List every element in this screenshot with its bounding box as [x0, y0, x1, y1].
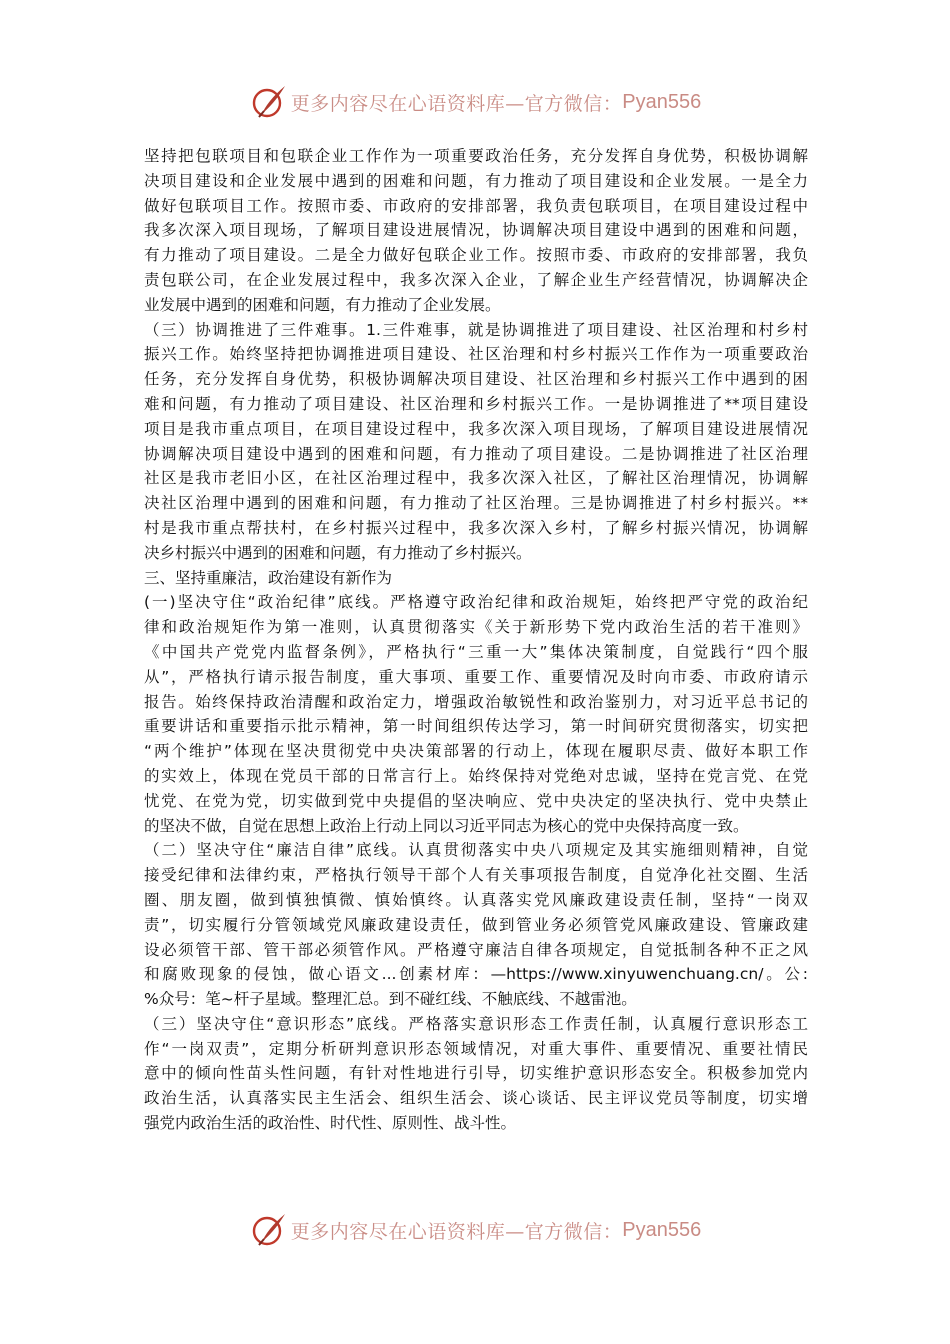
text-line: 强党内政治生活的政治性、时代性、原则性、战斗性。 [144, 1114, 517, 1133]
text-line: (一)坚决守住“政治纪律”底线。严格遵守政治纪律和政治规矩，始终把严守党的政治纪 [144, 593, 808, 612]
text-line: 责”，切实履行分管领域党风廉政建设责任，做到管业务必须管党风廉政建设、管廉政建 [144, 915, 808, 934]
text-line: 《中国共产党党内监督条例》，严格执行“三重一大”集体决策制度，自觉践行“四个服 [144, 642, 808, 661]
watermark-wechat-id: Pyan556 [622, 90, 702, 113]
text-line: 圈、朋友圈，做到慎独慎微、慎始慎终。认真落实党风廉政建设责任制，坚持“一岗双 [144, 890, 808, 909]
text-line: 决社区治理中遇到的困难和问题，有力推动了社区治理。三是协调推进了村乡村振兴。** [144, 494, 808, 513]
watermark-text: 更多内容尽在心语资料库—官方微信： [290, 92, 623, 115]
text-line: 报告。始终保持政治清醒和政治定力，增强政治敏锐性和政治鉴别力，对习近平总书记的 [144, 692, 808, 711]
text-line: 决项目建设和企业发展中遇到的困难和问题，有力推动了项目建设和企业发展。一是全力 [144, 171, 808, 190]
text-line: %众号：笔~杆子星域。整理汇总。到不碰红线、不触底线、不越雷池。 [144, 990, 637, 1009]
text-line: 任务，充分发挥自身优势，积极协调解决项目建设、社区治理和乡村振兴工作中遇到的困 [144, 370, 808, 389]
text-line: （三）协调推进了三件难事。1.三件难事，就是协调推进了项目建设、社区治理和村乡村 [144, 320, 808, 339]
text-line: 接受纪律和法律约束，严格执行领导干部个人有关事项报告制度，自觉净化社交圈、生活 [144, 866, 808, 885]
quill-logo-icon [249, 82, 289, 122]
text-line: 重要讲话和重要指示批示精神，第一时间组织传达学习，第一时间研究贯彻落实，切实把 [144, 717, 808, 736]
footer-watermark [0, 1208, 950, 1252]
header-watermark [0, 80, 950, 124]
text-line: 责包联公司，在企业发展过程中，我多次深入企业，了解企业生产经营情况，协调解决企 [144, 270, 808, 289]
text-line: 作“一岗双责”，定期分析研判意识形态领域情况，对重大事件、重要情况、重要社情民 [144, 1039, 808, 1058]
text-line: （二）坚决守住“廉洁自律”底线。认真贯彻落实中央八项规定及其实施细则精神，自觉 [144, 841, 808, 860]
text-line: 有力推动了项目建设。二是全力做好包联企业工作。按照市委、市政府的安排部署，我负 [144, 246, 808, 265]
text-line: 决乡村振兴中遇到的困难和问题，有力推动了乡村振兴。 [144, 543, 532, 562]
text-line: 的实效上，体现在党员干部的日常言行上。始终保持对党绝对忠诚，坚持在党言党、在党 [144, 766, 808, 785]
text-line: 振兴工作。始终坚持把协调推进项目建设、社区治理和村乡村振兴工作作为一项重要政治 [144, 345, 808, 364]
text-line: 意中的倾向性苗头性问题，有针对性地进行引导，切实维护意识形态安全。积极参加党内 [144, 1064, 808, 1083]
document-body [144, 144, 808, 1136]
text-line: 村是我市重点帮扶村，在乡村振兴过程中，我多次深入乡村，了解乡村振兴情况，协调解 [144, 518, 808, 537]
quill-logo-icon [249, 1210, 289, 1250]
text-line: 难和问题，有力推动了项目建设、社区治理和乡村振兴工作。一是协调推进了**项目建设 [144, 394, 808, 413]
text-line: 做好包联项目工作。按照市委、市政府的安排部署，我负责包联项目，在项目建设过程中 [144, 196, 808, 215]
text-line: 设必须管干部、管干部必须管作风。严格遵守廉洁自律各项规定，自觉抵制各种不正之风 [144, 940, 808, 959]
text-line: 坚持把包联项目和包联企业工作作为一项重要政治任务，充分发挥自身优势，积极协调解 [144, 147, 808, 165]
watermark-text: 更多内容尽在心语资料库—官方微信： [290, 1220, 623, 1243]
watermark-wechat-id: Pyan556 [622, 1218, 702, 1241]
text-line: 业发展中遇到的困难和问题，有力推动了企业发展。 [144, 295, 501, 314]
text-line: 三、坚持重廉洁，政治建设有新作为 [144, 568, 393, 587]
text-line: 的坚决不做，自觉在思想上政治上行动上同以习近平同志为核心的党中央保持高度一致。 [144, 816, 749, 835]
text-line: 忧党、在党为党，切实做到党中央提倡的坚决响应、党中央决定的坚决执行、党中央禁止 [144, 791, 808, 810]
text-line: 协调解决项目建设中遇到的困难和问题，有力推动了项目建设。二是协调推进了社区治理 [144, 444, 808, 463]
text-line: 从”，严格执行请示报告制度，重大事项、重要工作、重要情况及时向市委、市政府请示 [144, 667, 808, 686]
text-line: 社区是我市老旧小区，在社区治理过程中，我多次深入社区，了解社区治理情况，协调解 [144, 469, 808, 488]
text-line: 律和政治规矩作为第一准则，认真贯彻落实《关于新形势下党内政治生活的若干准则》 [144, 618, 808, 637]
text-line: （三）坚决守住“意识形态”底线。严格落实意识形态工作责任制，认真履行意识形态工 [144, 1014, 808, 1033]
text-line: 我多次深入项目现场，了解项目建设进展情况，协调解决项目建设中遇到的困难和问题， [144, 221, 808, 240]
text-line: 和腐败现象的侵蚀，做心语文...创素材库：—https://www.xinyuwenchuang.cn/。公: [144, 965, 808, 984]
text-line: 项目是我市重点项目，在项目建设过程中，我多次深入项目现场，了解项目建设进展情况 [144, 419, 808, 438]
text-line: 政治生活，认真落实民主生活会、组织生活会、谈心谈话、民主评议党员等制度，切实增 [144, 1089, 808, 1108]
text-line: “两个维护”体现在坚决贯彻党中央决策部署的行动上，体现在履职尽责、做好本职工作 [144, 742, 808, 761]
